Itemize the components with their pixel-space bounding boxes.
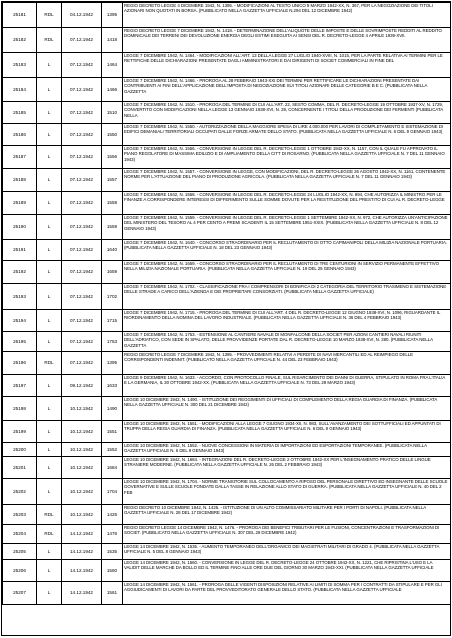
act-description-cell: LEGGE 7 DICEMBRE 1942, N. 1558. - CONVERSIONE IN LEGGE DEL R. DECRETO-LEGGE 24 LUGLIO 1942-XX, N. 894, CHE AUTORIZZA IL MINISTRO PER LE FINANZE A CORRISPONDERE INTERESSI DI DIFFERIMENTO SULLE SOMME DOVUTE PER LA RESTITUZIONE DEL PRESTITO DI CUI AL R. DECRETO-LEGGE [123,192,451,215]
table-row [3,78,451,102]
act-code-cell: 1684 [102,457,123,479]
register-table-body [3,3,451,605]
row-number-cell: 25185 [3,102,37,124]
row-number-cell: 25205 [3,544,37,560]
act-date-cell: 07.12.1942 [62,146,102,169]
act-description-cell: LEGGE 7 DICEMBRE 1942, N. 1702. - CLASSIFICAZIONE FRA I COMPRENSORI DI BONIFICA DI 2 CATEGORIA DEL TERRITORIO TRASIMENO E SISTEMAZIONE DELLE STRADE A CARICO DELL'AZIENDA E DEI PROPRIETARI CONSORZIATI. (PUBBLICATA NELLA GAZZETTA UFFICIALE) [123,284,451,310]
act-type-cell: L [37,53,62,78]
table-row [3,53,451,78]
act-description-cell: LEGGE 7 DICEMBRE 1942, N. 1715. - PROROGA DEL TERMINE DI CUI ALL'ART. 4 DEL R. DECRETO-LEGGE 12 GIUGNO 1938-XVI, N. 1096, RIGUARDANTE IL RIORDINAMENTO DELLA NOMINA DEL LAVORO INDUSTRIALE. (PUBBLICATA NELLA GAZZETTA UFFICIALE N. 36 DEL 4 FEBBRAIO 1943) [123,310,451,332]
act-code-cell: 1510 [102,102,123,124]
act-type-cell: L [37,284,62,310]
act-code-cell: 1560 [102,560,123,582]
act-description-cell: LEGGE 14 DICEMBRE 1942, N. 1535. - AUMENTO TEMPORANEO DELL'ORGANICO DEI MAGISTRATI MILITARI DI GRADO 4. (PUBBLICATA NELLA GAZZETTA UFFICIALE N. 5 DEL 8 GENNAIO 1943) [123,544,451,560]
act-description-cell: LEGGE 14 DICEMBRE 1942, N. 1561. - PROROGA DELLE VIGENTI DISPOSIZIONI RELATIVE AI LIMITI DI SOMMA PER I CONTRATTI DA STIPULARE E PER GLI AGGIUDICAMENTI DI LAVORI DA PARTE DEL PROVVEDITORATO GENERALE DELLO STATO. (PUBBLICATA NELLA GAZZETTA UFFICIALE [123,582,451,605]
act-date-cell: 14.12.1942 [62,525,102,544]
act-date-cell: 07.12.1942 [62,169,102,192]
row-number-cell: 25189 [3,192,37,215]
row-number-cell: 25194 [3,310,37,332]
act-description-cell: LEGGE 7 DICEMBRE 1942, N. 1550. - AUTORIZZAZIONE DELLA MAGGIORE SPESA DI LIRE 4.000.000 PER LAVORI DI COMPLETAMENTO E SISTEMAZIONE DI EDIFICI DEMANIALI TERRITORIALI OCCUPATI DALLE FORZE ARMATE DELLO STATO. (PUBBLICATA NELLA GAZZETTA UFFICIALE N. 6 DEL 9 GENNAIO 1943) [123,124,451,146]
act-type-cell: L [37,332,62,352]
act-type-cell: L [37,560,62,582]
act-description-cell: LEGGE 7 DICEMBRE 1942, N. 1559. - CONVERSIONE IN LEGGE DEL R. DECRETO-LEGGE 1 SETTEMBRE 1942-XX, N. 972, CHE AUTORIZZA UN'ANTICIPAZIONE DEL MINISTERO DEL TESORO AL 4 PER CENTO A PREMI SCADENTI IL 15 SETTEMBRE 1951-XXIX. (PUBBLICATA NELLA GAZZETTA UFFICIALE N. 8 DEL 12 GENNAIO 1943) [123,215,451,240]
act-type-cell: L [37,397,62,421]
table-row [3,261,451,284]
act-date-cell: 14.12.1942 [62,544,102,560]
act-date-cell: 09.12.1942 [62,375,102,397]
act-code-cell: 1550 [102,124,123,146]
row-number-cell: 25207 [3,582,37,605]
act-code-cell: 1640 [102,240,123,261]
act-code-cell: 1704 [102,479,123,505]
row-number-cell: 25203 [3,505,37,525]
act-type-cell: L [37,169,62,192]
act-description-cell: REGIO DECRETO LEGGE 14 DICEMBRE 1942, N. 1476. - PROROGA DEI BENEFICI TRIBUTARI PER LE FUSIONI, CONCENTRAZIONI E TRASFORMAZIONI DI SOCIET. (PUBBLICATO NELLA GAZZETTA UFFICIALE N. 307 DEL 29 DICEMBRE 1942) [123,525,451,544]
act-description-cell: REGIO DECRETO LEGGE 7 DICEMBRE 1942, N. 1418. - DETERMINAZIONE DELL'ALIQUOTE DELLE IMPOSTE E DELLE SOVRIMPOSTE REDDITI AL REDDITO DOMINICALE DEI TERRENI DEI DEVOLUZIONE ENERGIA DEGLI ESTIMI ESEGUITA AI SENSI DEL R. DECRETO-LEGGE 4 APRILE 1939-XVII. [123,28,451,53]
act-type-cell: RDL [37,352,62,375]
act-code-cell: 1490 [102,397,123,421]
act-type-cell: RDL [37,28,62,53]
act-code-cell: 1418 [102,28,123,53]
table-row [3,375,451,397]
act-date-cell: 07.12.1942 [62,53,102,78]
act-description-cell: LEGGE 7 DICEMBRE 1942, N. 1466. - PROROGA AL 28 FEBBRAIO 1943-XXI DEI TERMINI PER RETTIFICARE LE DICHIARAZIONI PRESENTATE DAI CONTRIBUENTI AI FINI DELL'APPLICAZIONE DELL'IMPOSTA DI NEGOZIAZIONE SUI TITOLI AZIONARI DELLE CATEGORIE B E C. (PUBBLICATA NELLA GAZZETTA [123,78,451,102]
table-row [3,582,451,605]
table-row [3,421,451,443]
row-number-cell: 25186 [3,124,37,146]
row-number-cell: 25187 [3,146,37,169]
row-number-cell: 25182 [3,28,37,53]
row-number-cell: 25193 [3,284,37,310]
row-number-cell: 25192 [3,261,37,284]
row-number-cell: 25196 [3,352,37,375]
act-description-cell: LEGGE 10 DICEMBRE 1942, N. 1551. - MODIFICAZIONI ALLA LEGGE 7 GIUGNO 1934-XII, N. 983, SULL'AVANZAMENTO DEI SOTTUFFICIALI ED APPUNTATI DI TRUPPA DELLA REGIA GUARDIA DI FINANZA. (PUBBLICATA NELLA GAZZETTA UFFICIALE N. 6 DEL 9 GENNAIO 1943) [123,421,451,443]
act-type-cell: L [37,582,62,605]
act-type-cell: L [37,78,62,102]
act-date-cell: 14.12.1942 [62,560,102,582]
table-row [3,544,451,560]
table-row [3,146,451,169]
act-type-cell: L [37,261,62,284]
table-row [3,102,451,124]
row-number-cell: 25191 [3,240,37,261]
act-date-cell: 07.12.1942 [62,284,102,310]
act-date-cell: 07.12.1942 [62,78,102,102]
legislation-register-table [2,2,451,605]
row-number-cell: 25206 [3,560,37,582]
act-code-cell: 1556 [102,146,123,169]
act-code-cell: 1561 [102,582,123,605]
act-code-cell: 1552 [102,443,123,457]
act-type-cell: L [37,192,62,215]
table-row [3,28,451,53]
act-date-cell: 10.12.1942 [62,505,102,525]
act-code-cell: 1395 [102,3,123,28]
act-code-cell: 1464 [102,53,123,78]
act-type-cell: L [37,102,62,124]
act-description-cell: LEGGE 10 DICEMBRE 1942, N. 1490. - ISTITUZIONE DEI REGGIMENTI DI UFFICIALI DI COMPLEMENTO DELLA REGIA GUARDIA DI FINANZA. (PUBBLICATA NELLA GAZZETTA UFFICIALE N. 300 DEL 21 DICEMBRE 1942) [123,397,451,421]
act-type-cell: L [37,421,62,443]
table-row [3,443,451,457]
act-date-cell: 07.12.1942 [62,352,102,375]
act-date-cell: 07.12.1942 [62,124,102,146]
act-description-cell: LEGGE 7 DICEMBRE 1942, N. 1557. - CONVERSIONE IN LEGGE, CON MODIFICAZIONI, DEL R. DECRETO-LEGGE 26 AGOSTO 1942-XX, N. 1161, CONTENENTE NORME PER L'ATTUAZIONE DEL PIANO DI PRODUZIONE AGRICOLA. (PUBBLICATA NELLA GAZZETTA UFFICIALE N. 7 DEL 11 GENNAIO 1943) [123,169,451,192]
act-code-cell: 1395 [102,352,123,375]
act-description-cell: LEGGE 10 DICEMBRE 1942, N. 1704. - NORME TRANSITORIE SUL COLLOCAMENTO A RIPOSO DEL PERSONALE DIRETTIVO ED INSEGNANTE DELLE SCUOLE GOVERNATIVE E SULLE SCUOLE FONDATE DALLA TASSE IN RELAZIONE ALLO STATO DI GUERRA. (PUBBLICATA NELLA GAZZETTA UFFICIALE N. 40 DEL 2 FEB [123,479,451,505]
act-date-cell: 10.12.1942 [62,457,102,479]
row-number-cell: 25202 [3,479,37,505]
act-date-cell: 07.12.1942 [62,192,102,215]
row-number-cell: 25183 [3,53,37,78]
table-row [3,332,451,352]
act-description-cell: LEGGE 7 DICEMBRE 1942, N. 1659. - CONCORSO STRAORDINARIO PER IL RECLUTAMENTO DI TRE CENTURIONI IN SERVIZIO PERMANENTE EFFETTIVO NELLA MILIZIA NAZIONALE PORTUARIA. (PUBBLICATA NELLA GAZZETTA UFFICIALE N. 19 DEL 25 GENNAIO 1943) [123,261,451,284]
act-date-cell: 07.12.1942 [62,240,102,261]
act-date-cell: 10.12.1942 [62,479,102,505]
act-date-cell: 10.12.1942 [62,443,102,457]
act-date-cell: 07.12.1942 [62,332,102,352]
table-row [3,560,451,582]
table-row [3,284,451,310]
act-code-cell: 1633 [102,375,123,397]
table-row [3,310,451,332]
row-number-cell: 25181 [3,3,37,28]
act-type-cell: L [37,124,62,146]
act-type-cell: L [37,375,62,397]
act-type-cell: L [37,310,62,332]
act-code-cell: 1559 [102,215,123,240]
act-code-cell: 1466 [102,78,123,102]
table-row [3,240,451,261]
act-type-cell: L [37,240,62,261]
act-date-cell: 10.12.1942 [62,397,102,421]
row-number-cell: 25199 [3,421,37,443]
act-type-cell: L [37,457,62,479]
act-date-cell: 07.12.1942 [62,215,102,240]
row-number-cell: 25188 [3,169,37,192]
act-type-cell: L [37,146,62,169]
act-date-cell: 14.12.1942 [62,582,102,605]
row-number-cell: 25198 [3,397,37,421]
act-type-cell: L [37,443,62,457]
act-date-cell: 04.12.1942 [62,3,102,28]
act-type-cell: RDL [37,505,62,525]
act-code-cell: 1659 [102,261,123,284]
act-code-cell: 1425 [102,505,123,525]
act-date-cell: 07.12.1942 [62,310,102,332]
act-date-cell: 07.12.1942 [62,28,102,53]
row-number-cell: 25204 [3,525,37,544]
act-code-cell: 1753 [102,332,123,352]
table-row [3,169,451,192]
act-date-cell: 10.12.1942 [62,421,102,443]
act-description-cell: LEGGE 10 DICEMBRE 1942, N. 1552. - NUOVE CONCESSIONI IN MATERIA DI IMPORTAZIONI ED ESPORTAZIONI TEMPORANEE. (PUBBLICATA NELLA GAZZETTA UFFICIALE N. 6 DEL 9 GENNAIO 1943) [123,443,451,457]
table-row [3,352,451,375]
table-row [3,525,451,544]
act-type-cell: L [37,479,62,505]
act-code-cell: 1702 [102,284,123,310]
act-code-cell: 1557 [102,169,123,192]
act-code-cell: 1558 [102,192,123,215]
table-row [3,457,451,479]
register-page [1,1,451,636]
table-row [3,215,451,240]
row-number-cell: 25190 [3,215,37,240]
act-code-cell: 1715 [102,310,123,332]
table-row [3,505,451,525]
table-row [3,3,451,28]
act-type-cell: L [37,544,62,560]
act-description-cell: LEGGE 7 DICEMBRE 1942, N. 1556. - CONVERSIONE IN LEGGE DEL R. DECRETO-LEGGE 1 OTTOBRE 1942-XX, N. 1157, CON IL QUALE FU APPROVATO IL PIANO REGOLATORE DI MASSIMA EDILIZIO E DI AMPLIAMENTO DELLA CITT DI ROSARNO. (PUBBLICATA NELLA GAZZETTA UFFICIALE N. 7 DEL 11 GENNAIO 1943) [123,146,451,169]
act-date-cell: 07.12.1942 [62,102,102,124]
act-description-cell: REGIO DECRETO 10 DICEMBRE 1942, N. 1425. - ISTITUZIONE DI UN ALTO COMMISSARIATO MILITARE PER I PORTI DI NAPOLI. (PUBBLICATA NELLA GAZZETTA UFFICIALE N. 28 DEL 17 DICEMBRE 1942) [123,505,451,525]
table-row [3,192,451,215]
act-code-cell: 1551 [102,421,123,443]
act-date-cell: 07.12.1942 [62,261,102,284]
row-number-cell: 25195 [3,332,37,352]
row-number-cell: 25201 [3,457,37,479]
act-type-cell: RDL [37,3,62,28]
act-type-cell: L [37,215,62,240]
act-type-cell: RDL [37,525,62,544]
act-code-cell: 1476 [102,525,123,544]
act-description-cell: LEGGE 10 DICEMBRE 1942, N. 1684. - INTEGRAZIONI DEL R. DECRETO-LEGGE 2 OTTOBRE 1942-XX PER L'INSEGNAMENTO PRATICO DELLE LINGUE STRANIERE MODERNE. (PUBBLICATA NELLA GAZZETTA UFFICIALE N. 26 DEL 2 FEBBRAIO 1943) [123,457,451,479]
row-number-cell: 25197 [3,375,37,397]
act-description-cell: LEGGE 7 DICEMBRE 1942, N. 1753. - ESTENSIONE AL CANTIERE NAVALE DI MONFALCONE DELLA SOCIET PER AZIONI CANTIERI NAVALI RIUNITI DELL'ADRIATICO, CON SEDE IN SPALATO, DELLE PROVVIDENZE PORTATE DAL R. DECRETO-LEGGE 10 MARZO 1938-XVI, N. 280. (PUBBLICATA NELLA GAZZETTA [123,332,451,352]
act-description-cell: REGIO DECRETO LEGGE 7 DICEMBRE 1942, N. 1395. - PROVVEDIMENTI RELATIVI A PERDITE DI NAVI MERCANTILI ED AL REIMPIEGO DELLE CORRISPONDENTI INDENNIT. (PUBBLICATO NELLA GAZZETTA UFFICIALE N. 44 DEL 23 FEBBRAIO 1943) [123,352,451,375]
table-row [3,397,451,421]
table-row [3,124,451,146]
row-number-cell: 25184 [3,78,37,102]
act-description-cell: LEGGE 7 DICEMBRE 1942, N. 1640. - CONCORSO STRAORDINARIO PER IL RECLUTAMENTO DI OTTO CAPIMANIPOLI DELLA MILIZIA NAZIONALE PORTUARIA. (PUBBLICATA NELLA GAZZETTA UFFICIALE N. 18 DEL 23 GENNAIO 1943) [123,240,451,261]
act-description-cell: REGIO DECRETO LEGGE 4 DICEMBRE 1942, N. 1395. - MODIFICAZIONI AL TESTO UNICO 9 MARZO 1942-XX, N. 367, PER LA NEGOZIAZIONE DEI TITOLI AZIONARI NON QUOTATI IN BORSA. (PUBBLICATO NELLA GAZZETTA UFFICIALE N.294 DEL 12 DICEMBRE 1942) [123,3,451,28]
table-row [3,479,451,505]
row-number-cell: 25200 [3,443,37,457]
act-description-cell: LEGGE 7 DICEMBRE 1942, N. 1464. - MODIFICAZIONI ALL'ART. 13 DELLA LEGGE 27 LUGLIO 1940-XVIII, N. 1015, PER LA PARTE RELATIVA AI TERMINI PER LE RETTIFICHE DELLE DICHIARAZIONI PRESENTATE DAGLI AMMINISTRATORI E DAI DIRIGENTI DI SOCIET COMMERCIALI IN FINE DEL [123,53,451,78]
act-description-cell: LEGGE 9 DICEMBRE 1942, N. 1633. - ACCORDO, CON PROTOCOLLO FINALE, SUL RISARCIMENTO DEI DANNI DI GUERRA, STIPULATO IN ROMA FRA L'ITALIA E LA GERMANIA, IL 30 OTTOBRE 1942-XX. (PUBBLICATA NELLA GAZZETTA UFFICIALE N. 73 DEL 29 MARZO 1943) [123,375,451,397]
act-code-cell: 1535 [102,544,123,560]
act-description-cell: LEGGE 14 DICEMBRE 1942, N. 1560. - CONVERSIONE IN LEGGE DEL R. DECRETO-LEGGE 24 OTTOBRE 1942-XX, N. 1221, CHE RIPRISTINA L'USO E LA VALIDIT DELLE MARCHE DA BOLLO ED IL TERMINE FINO ALLE ORE DUE DEL GIORNO 30 MARZO 1943-XXI. (PUBBLICATA NELLA GAZZETTA UFFICIALE [123,560,451,582]
act-description-cell: LEGGE 7 DICEMBRE 1942, N. 1510. - PROROGA DEL TERMINE DI CUI ALL'ART. 22, SESTO COMMA, DEL R. DECRETO-LEGGE 19 OTTOBRE 1937-XV, N. 1729, CONVERTITO CON MODIFICAZIONI NELLA LEGGE 13 GENNAIO 1938-XVI, N. 29, CONCERNENTE I TITOLI DELLA PRODUZIONE DEI FERMENTI (PUBBLICATA NELLA [123,102,451,124]
